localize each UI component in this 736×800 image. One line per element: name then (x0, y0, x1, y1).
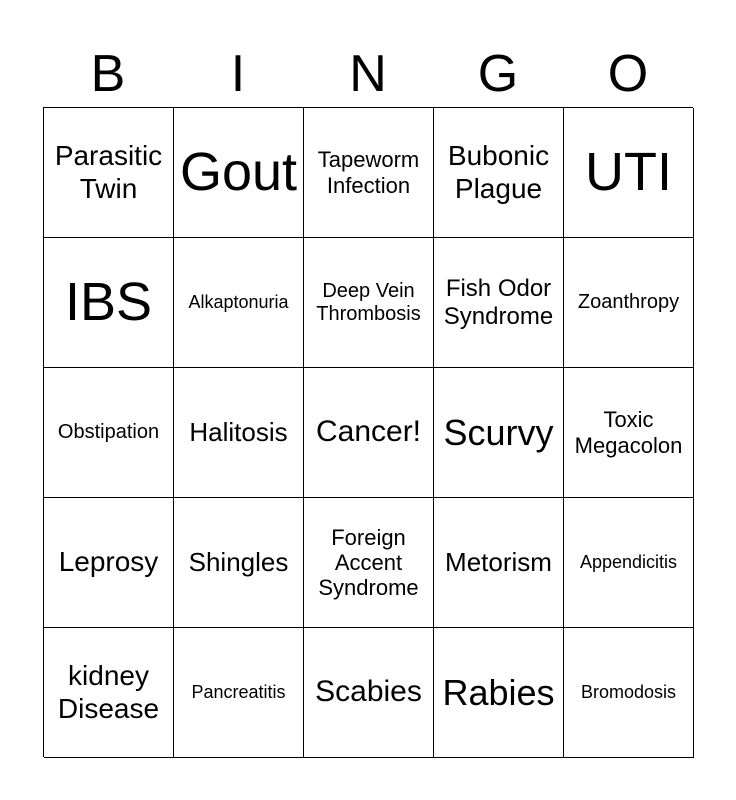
header-letter-n: N (349, 45, 387, 103)
bingo-header (43, 40, 693, 108)
bingo-cell-bubonic-plague[interactable]: Bubonic Plague (434, 108, 564, 238)
header-letter-o: O (607, 45, 649, 103)
bingo-cell-toxic-megacolon[interactable]: Toxic Megacolon (564, 368, 694, 498)
bingo-cell-ibs[interactable]: IBS (44, 238, 174, 368)
header-letter-g: G (477, 45, 519, 103)
bingo-cell-parasitic-twin[interactable]: Parasitic Twin (44, 108, 174, 238)
bingo-cell-shingles[interactable]: Shingles (174, 498, 304, 628)
bingo-cell-zoanthropy[interactable]: Zoanthropy (564, 238, 694, 368)
bingo-cell-alkaptonuria[interactable]: Alkaptonuria (174, 238, 304, 368)
bingo-cell-metorism[interactable]: Metorism (434, 498, 564, 628)
bingo-cell-cancer[interactable]: Cancer! (304, 368, 434, 498)
bingo-cell-leprosy[interactable]: Leprosy (44, 498, 174, 628)
bingo-cell-fish-odor-syndrome[interactable]: Fish Odor Syndrome (434, 238, 564, 368)
bingo-cell-bromodosis[interactable]: Bromodosis (564, 628, 694, 758)
bingo-cell-gout[interactable]: Gout (174, 108, 304, 238)
header-letter-i: I (230, 45, 246, 103)
bingo-cell-appendicitis[interactable]: Appendicitis (564, 498, 694, 628)
bingo-cell-scurvy[interactable]: Scurvy (434, 368, 564, 498)
bingo-cell-halitosis[interactable]: Halitosis (174, 368, 304, 498)
header-letter-b: B (90, 45, 126, 103)
bingo-board (43, 107, 693, 757)
bingo-cell-deep-vein-thrombosis[interactable]: Deep Vein Thrombosis (304, 238, 434, 368)
bingo-cell-uti[interactable]: UTI (564, 108, 694, 238)
bingo-cell-obstipation[interactable]: Obstipation (44, 368, 174, 498)
bingo-cell-scabies[interactable]: Scabies (304, 628, 434, 758)
bingo-cell-pancreatitis[interactable]: Pancreatitis (174, 628, 304, 758)
bingo-cell-foreign-accent-syndrome[interactable]: Foreign Accent Syndrome (304, 498, 434, 628)
bingo-cell-kidney-disease[interactable]: kidney Disease (44, 628, 174, 758)
bingo-cell-rabies[interactable]: Rabies (434, 628, 564, 758)
bingo-cell-tapeworm-infection[interactable]: Tapeworm Infection (304, 108, 434, 238)
